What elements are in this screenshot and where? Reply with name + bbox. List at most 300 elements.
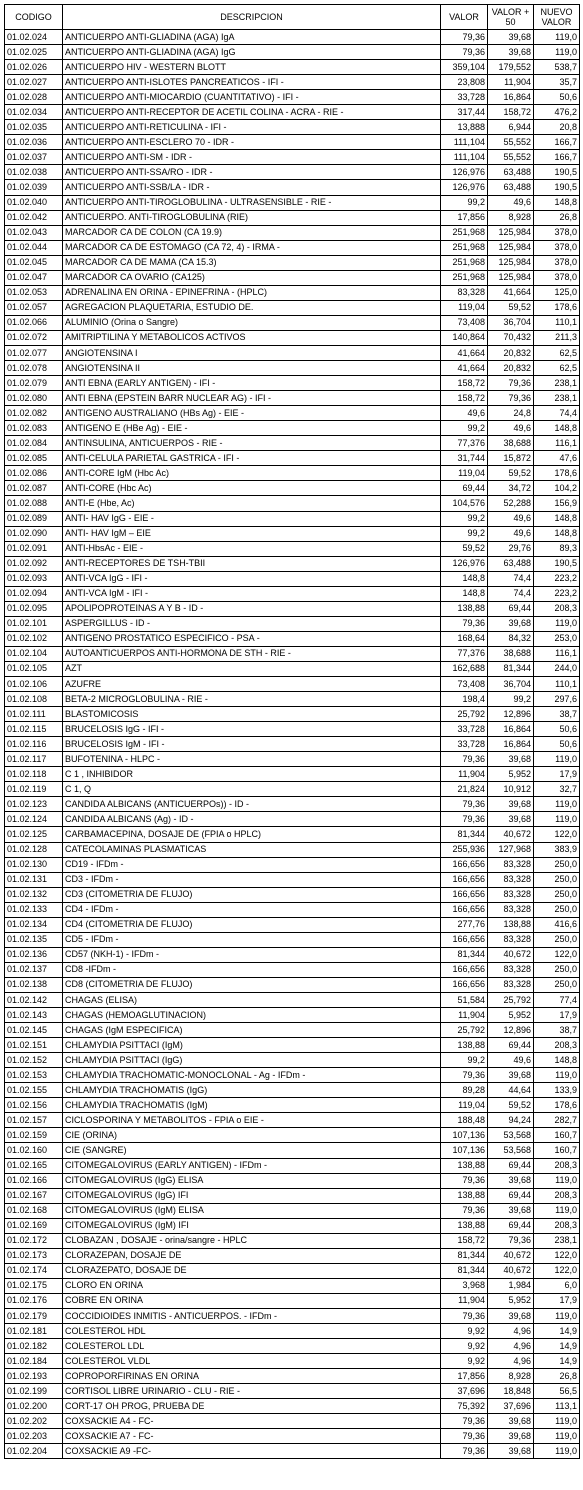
- valor-cell: 104,576: [441, 496, 488, 511]
- valor-50-cell: 79,36: [488, 376, 534, 391]
- codigo-cell: 01.02.184: [5, 1354, 63, 1369]
- descripcion-cell: CITOMEGALOVIRUS (IgG) ELISA: [63, 1173, 441, 1188]
- codigo-cell: 01.02.142: [5, 993, 63, 1008]
- descripcion-cell: BUFOTENINA - HLPC -: [63, 752, 441, 767]
- table-row: [5, 887, 580, 902]
- nuevo-valor-cell: 47,6: [534, 451, 580, 466]
- table-row: [5, 180, 580, 195]
- valor-50-cell: 125,984: [488, 270, 534, 285]
- descripcion-cell: CHLAMYDIA TRACHOMATIC-MONOCLONAL - Ag - IFDm -: [63, 1068, 441, 1083]
- nuevo-valor-cell: 32,7: [534, 782, 580, 797]
- nuevo-valor-cell: 119,0: [534, 616, 580, 631]
- valor-50-cell: 63,488: [488, 180, 534, 195]
- nuevo-valor-cell: 378,0: [534, 225, 580, 240]
- valor-50-cell: 39,68: [488, 752, 534, 767]
- table-row: [5, 1038, 580, 1053]
- valor-cell: 251,968: [441, 270, 488, 285]
- valor-50-cell: 55,552: [488, 135, 534, 150]
- table-row: [5, 105, 580, 120]
- valor-50-cell: 20,832: [488, 345, 534, 360]
- valor-cell: 83,328: [441, 285, 488, 300]
- table-row: [5, 993, 580, 1008]
- valor-cell: 79,36: [441, 1414, 488, 1429]
- valor-50-cell: 81,344: [488, 661, 534, 676]
- codigo-cell: 01.02.155: [5, 1083, 63, 1098]
- descripcion-cell: COPROPORFIRINAS EN ORINA: [63, 1369, 441, 1384]
- valor-cell: 33,728: [441, 90, 488, 105]
- descripcion-cell: ANTICUERPO ANTI-RETICULINA - IFI -: [63, 120, 441, 135]
- valor-cell: 59,52: [441, 541, 488, 556]
- table-row: [5, 932, 580, 947]
- table-row: [5, 240, 580, 255]
- codigo-cell: 01.02.156: [5, 1098, 63, 1113]
- valor-50-cell: 74,4: [488, 571, 534, 586]
- descripcion-cell: CD5 - IFDm -: [63, 932, 441, 947]
- codigo-cell: 01.02.025: [5, 45, 63, 60]
- valor-cell: 188,48: [441, 1113, 488, 1128]
- descripcion-cell: BRUCELOSIS IgM - IFI -: [63, 737, 441, 752]
- descripcion-cell: ANTICUERPO ANTI-ESCLERO 70 - IDR -: [63, 135, 441, 150]
- table-row: [5, 677, 580, 692]
- table-row: [5, 391, 580, 406]
- header-nuevo-valor: NUEVO VALOR: [534, 5, 580, 30]
- valor-50-cell: 69,44: [488, 1038, 534, 1053]
- descripcion-cell: ANGIOTENSINA I: [63, 345, 441, 360]
- nuevo-valor-cell: 250,0: [534, 887, 580, 902]
- nuevo-valor-cell: 223,2: [534, 571, 580, 586]
- nuevo-valor-cell: 74,4: [534, 406, 580, 421]
- codigo-cell: 01.02.106: [5, 677, 63, 692]
- descripcion-cell: ANTI-VCA IgG - IFI -: [63, 571, 441, 586]
- descripcion-cell: ANTI-HbsAc - EIE -: [63, 541, 441, 556]
- nuevo-valor-cell: 62,5: [534, 345, 580, 360]
- nuevo-valor-cell: 178,6: [534, 1098, 580, 1113]
- nuevo-valor-cell: 122,0: [534, 947, 580, 962]
- table-row: [5, 60, 580, 75]
- nuevo-valor-cell: 250,0: [534, 932, 580, 947]
- descripcion-cell: ANTI-RECEPTORES DE TSH-TBII: [63, 556, 441, 571]
- descripcion-cell: CHLAMYDIA PSITTACI (IgM): [63, 1038, 441, 1053]
- nuevo-valor-cell: 35,7: [534, 75, 580, 90]
- valor-cell: 126,976: [441, 556, 488, 571]
- table-row: [5, 707, 580, 722]
- descripcion-cell: ANTICUERPO ANTI-TIROGLOBULINA - ULTRASENSIBLE - RIE -: [63, 195, 441, 210]
- valor-cell: 89,28: [441, 1083, 488, 1098]
- valor-50-cell: 34,72: [488, 481, 534, 496]
- valor-50-cell: 40,672: [488, 947, 534, 962]
- codigo-cell: 01.02.108: [5, 692, 63, 707]
- table-row: [5, 947, 580, 962]
- nuevo-valor-cell: 133,9: [534, 1083, 580, 1098]
- table-row: [5, 827, 580, 842]
- valor-50-cell: 39,68: [488, 812, 534, 827]
- nuevo-valor-cell: 89,3: [534, 541, 580, 556]
- nuevo-valor-cell: 208,3: [534, 1188, 580, 1203]
- descripcion-cell: COXSACKIE A7 - FC-: [63, 1429, 441, 1444]
- valor-cell: 41,664: [441, 361, 488, 376]
- codigo-cell: 01.02.176: [5, 1293, 63, 1308]
- table-row: [5, 692, 580, 707]
- codigo-cell: 01.02.145: [5, 1023, 63, 1038]
- codigo-cell: 01.02.151: [5, 1038, 63, 1053]
- valor-50-cell: 53,568: [488, 1143, 534, 1158]
- valor-50-cell: 29,76: [488, 541, 534, 556]
- codigo-cell: 01.02.034: [5, 105, 63, 120]
- codigo-cell: 01.02.137: [5, 962, 63, 977]
- nuevo-valor-cell: 119,0: [534, 1414, 580, 1429]
- descripcion-cell: ANTICUERPO ANTI-RECEPTOR DE ACETIL COLINA - ACRA - RIE -: [63, 105, 441, 120]
- nuevo-valor-cell: 77,4: [534, 993, 580, 1008]
- table-row: [5, 255, 580, 270]
- valor-cell: 79,36: [441, 30, 488, 45]
- descripcion-cell: BRUCELOSIS IgG - IFI -: [63, 722, 441, 737]
- valor-50-cell: 74,4: [488, 586, 534, 601]
- nuevo-valor-cell: 378,0: [534, 240, 580, 255]
- valor-50-cell: 39,68: [488, 1308, 534, 1323]
- descripcion-cell: CD3 (CITOMETRIA DE FLUJO): [63, 887, 441, 902]
- valor-50-cell: 5,952: [488, 767, 534, 782]
- codigo-cell: 01.02.053: [5, 285, 63, 300]
- valor-cell: 255,936: [441, 842, 488, 857]
- codigo-cell: 01.02.090: [5, 526, 63, 541]
- descripcion-cell: CHLAMYDIA TRACHOMATIS (IgM): [63, 1098, 441, 1113]
- valor-cell: 81,344: [441, 1248, 488, 1263]
- valor-50-cell: 79,36: [488, 391, 534, 406]
- codigo-cell: 01.02.174: [5, 1263, 63, 1278]
- valor-50-cell: 63,488: [488, 165, 534, 180]
- table-row: [5, 120, 580, 135]
- valor-50-cell: 179,552: [488, 60, 534, 75]
- table-row: [5, 917, 580, 932]
- valor-cell: 111,104: [441, 150, 488, 165]
- table-row: [5, 767, 580, 782]
- table-row: [5, 1218, 580, 1233]
- valor-cell: 79,36: [441, 1308, 488, 1323]
- valor-cell: 166,656: [441, 887, 488, 902]
- valor-cell: 17,856: [441, 210, 488, 225]
- valor-cell: 73,408: [441, 315, 488, 330]
- valor-cell: 166,656: [441, 962, 488, 977]
- descripcion-cell: CD8 (CITOMETRIA DE FLUJO): [63, 977, 441, 992]
- nuevo-valor-cell: 119,0: [534, 1203, 580, 1218]
- valor-cell: 138,88: [441, 1188, 488, 1203]
- nuevo-valor-cell: 122,0: [534, 1263, 580, 1278]
- codigo-cell: 01.02.167: [5, 1188, 63, 1203]
- valor-50-cell: 25,792: [488, 993, 534, 1008]
- codigo-cell: 01.02.087: [5, 481, 63, 496]
- valor-50-cell: 16,864: [488, 737, 534, 752]
- valor-cell: 251,968: [441, 225, 488, 240]
- valor-cell: 158,72: [441, 391, 488, 406]
- codigo-cell: 01.02.039: [5, 180, 63, 195]
- codigo-cell: 01.02.168: [5, 1203, 63, 1218]
- codigo-cell: 01.02.028: [5, 90, 63, 105]
- table-row: [5, 90, 580, 105]
- nuevo-valor-cell: 166,7: [534, 150, 580, 165]
- valor-cell: 138,88: [441, 1158, 488, 1173]
- table-row: [5, 315, 580, 330]
- table-row: [5, 1429, 580, 1444]
- codigo-cell: 01.02.203: [5, 1429, 63, 1444]
- table-row: [5, 75, 580, 90]
- nuevo-valor-cell: 113,1: [534, 1399, 580, 1414]
- table-row: [5, 345, 580, 360]
- descripcion-cell: CHAGAS (ELISA): [63, 993, 441, 1008]
- valor-50-cell: 39,68: [488, 1414, 534, 1429]
- descripcion-cell: CATECOLAMINAS PLASMATICAS: [63, 842, 441, 857]
- valor-50-cell: 37,696: [488, 1399, 534, 1414]
- valor-50-cell: 39,68: [488, 1068, 534, 1083]
- table-row: [5, 812, 580, 827]
- valor-50-cell: 83,328: [488, 872, 534, 887]
- descripcion-cell: CD3 - IFDm -: [63, 872, 441, 887]
- valor-cell: 33,728: [441, 737, 488, 752]
- valor-50-cell: 39,68: [488, 1429, 534, 1444]
- table-row: [5, 1023, 580, 1038]
- nuevo-valor-cell: 110,1: [534, 677, 580, 692]
- nuevo-valor-cell: 26,8: [534, 210, 580, 225]
- descripcion-cell: CD4 (CITOMETRIA DE FLUJO): [63, 917, 441, 932]
- nuevo-valor-cell: 238,1: [534, 1233, 580, 1248]
- nuevo-valor-cell: 476,2: [534, 105, 580, 120]
- codigo-cell: 01.02.136: [5, 947, 63, 962]
- valor-cell: 31,744: [441, 451, 488, 466]
- table-row: [5, 1248, 580, 1263]
- valor-50-cell: 39,68: [488, 30, 534, 45]
- codigo-cell: 01.02.093: [5, 571, 63, 586]
- descripcion-cell: MARCADOR CA DE MAMA (CA 15.3): [63, 255, 441, 270]
- nuevo-valor-cell: 17,9: [534, 1293, 580, 1308]
- valor-50-cell: 83,328: [488, 962, 534, 977]
- descripcion-cell: ANTIGENO AUSTRALIANO (HBs Ag) - EIE -: [63, 406, 441, 421]
- nuevo-valor-cell: 119,0: [534, 1308, 580, 1323]
- codigo-cell: 01.02.123: [5, 797, 63, 812]
- nuevo-valor-cell: 178,6: [534, 300, 580, 315]
- codigo-cell: 01.02.026: [5, 60, 63, 75]
- codigo-cell: 01.02.117: [5, 752, 63, 767]
- codigo-cell: 01.02.175: [5, 1278, 63, 1293]
- valor-50-cell: 158,72: [488, 105, 534, 120]
- codigo-cell: 01.02.118: [5, 767, 63, 782]
- descripcion-cell: CANDIDA ALBICANS (Ag) - ID -: [63, 812, 441, 827]
- valor-50-cell: 59,52: [488, 300, 534, 315]
- descripcion-cell: AGREGACION PLAQUETARIA, ESTUDIO DE.: [63, 300, 441, 315]
- descripcion-cell: ANTICUERPO ANTI-GLIADINA (AGA) IgG: [63, 45, 441, 60]
- table-row: [5, 962, 580, 977]
- table-row: [5, 1278, 580, 1293]
- nuevo-valor-cell: 160,7: [534, 1128, 580, 1143]
- table-row: [5, 842, 580, 857]
- codigo-cell: 01.02.132: [5, 887, 63, 902]
- valor-50-cell: 59,52: [488, 466, 534, 481]
- valor-cell: 119,04: [441, 300, 488, 315]
- valor-50-cell: 38,688: [488, 436, 534, 451]
- table-row: [5, 1324, 580, 1339]
- valor-cell: 13,888: [441, 120, 488, 135]
- codigo-cell: 01.02.057: [5, 300, 63, 315]
- nuevo-valor-cell: 56,5: [534, 1384, 580, 1399]
- codigo-cell: 01.02.083: [5, 421, 63, 436]
- descripcion-cell: AUTOANTICUERPOS ANTI-HORMONA DE STH - RIE -: [63, 646, 441, 661]
- valor-50-cell: 4,96: [488, 1339, 534, 1354]
- valor-cell: 277,76: [441, 917, 488, 932]
- nuevo-valor-cell: 190,5: [534, 165, 580, 180]
- codigo-cell: 01.02.095: [5, 601, 63, 616]
- codigo-cell: 01.02.131: [5, 872, 63, 887]
- descripcion-cell: CARBAMACEPINA, DOSAJE DE (FPIA o HPLC): [63, 827, 441, 842]
- valor-cell: 359,104: [441, 60, 488, 75]
- table-row: [5, 616, 580, 631]
- valor-50-cell: 15,872: [488, 451, 534, 466]
- descripcion-cell: C 1 , INHIBIDOR: [63, 767, 441, 782]
- nuevo-valor-cell: 116,1: [534, 646, 580, 661]
- valor-cell: 166,656: [441, 932, 488, 947]
- valor-cell: 69,44: [441, 481, 488, 496]
- codigo-cell: 01.02.078: [5, 361, 63, 376]
- table-row: [5, 406, 580, 421]
- nuevo-valor-cell: 119,0: [534, 30, 580, 45]
- table-row: [5, 421, 580, 436]
- valor-50-cell: 5,952: [488, 1008, 534, 1023]
- nuevo-valor-cell: 6,0: [534, 1278, 580, 1293]
- valor-50-cell: 125,984: [488, 240, 534, 255]
- valor-50-cell: 44,64: [488, 1083, 534, 1098]
- nuevo-valor-cell: 62,5: [534, 361, 580, 376]
- codigo-cell: 01.02.079: [5, 376, 63, 391]
- nuevo-valor-cell: 238,1: [534, 376, 580, 391]
- codigo-cell: 01.02.086: [5, 466, 63, 481]
- codigo-cell: 01.02.173: [5, 1248, 63, 1263]
- valor-cell: 138,88: [441, 1038, 488, 1053]
- valor-cell: 99,2: [441, 1053, 488, 1068]
- valor-50-cell: 69,44: [488, 1218, 534, 1233]
- valor-50-cell: 83,328: [488, 857, 534, 872]
- descripcion-cell: COCCIDIOIDES INMITIS - ANTICUERPOS. - IFDm -: [63, 1308, 441, 1323]
- table-row: [5, 511, 580, 526]
- codigo-cell: 01.02.133: [5, 902, 63, 917]
- codigo-cell: 01.02.181: [5, 1324, 63, 1339]
- table-row: [5, 782, 580, 797]
- valor-50-cell: 63,488: [488, 556, 534, 571]
- descripcion-cell: MARCADOR CA DE COLON (CA 19.9): [63, 225, 441, 240]
- valor-cell: 51,584: [441, 993, 488, 1008]
- valor-50-cell: 127,968: [488, 842, 534, 857]
- descripcion-cell: MARCADOR CA OVARIO (CA125): [63, 270, 441, 285]
- table-row: [5, 631, 580, 646]
- descripcion-cell: CHLAMYDIA PSITTACI (IgG): [63, 1053, 441, 1068]
- nuevo-valor-cell: 383,9: [534, 842, 580, 857]
- codigo-cell: 01.02.165: [5, 1158, 63, 1173]
- codigo-cell: 01.02.138: [5, 977, 63, 992]
- table-row: [5, 556, 580, 571]
- codigo-cell: 01.02.143: [5, 1008, 63, 1023]
- table-row: [5, 496, 580, 511]
- valor-cell: 33,728: [441, 722, 488, 737]
- valor-50-cell: 4,96: [488, 1354, 534, 1369]
- valor-50-cell: 125,984: [488, 255, 534, 270]
- valor-cell: 77,376: [441, 436, 488, 451]
- valor-50-cell: 40,672: [488, 1263, 534, 1278]
- table-row: [5, 210, 580, 225]
- descripcion-cell: ANTI-VCA IgM - IFI -: [63, 586, 441, 601]
- valor-cell: 119,04: [441, 1098, 488, 1113]
- descripcion-cell: ANTICUERPO ANTI-SSB/LA - IDR -: [63, 180, 441, 195]
- valor-cell: 9,92: [441, 1339, 488, 1354]
- nuevo-valor-cell: 119,0: [534, 1068, 580, 1083]
- nuevo-valor-cell: 119,0: [534, 812, 580, 827]
- codigo-cell: 01.02.202: [5, 1414, 63, 1429]
- valor-50-cell: 11,904: [488, 75, 534, 90]
- valor-cell: 119,04: [441, 466, 488, 481]
- valor-cell: 49,6: [441, 406, 488, 421]
- valor-cell: 166,656: [441, 902, 488, 917]
- descripcion-cell: AZUFRE: [63, 677, 441, 692]
- descripcion-cell: CIE (SANGRE): [63, 1143, 441, 1158]
- table-row: [5, 1098, 580, 1113]
- descripcion-cell: AMITRIPTILINA Y METABOLICOS ACTIVOS: [63, 330, 441, 345]
- descripcion-cell: COBRE EN ORINA: [63, 1293, 441, 1308]
- table-row: [5, 361, 580, 376]
- table-row: [5, 150, 580, 165]
- descripcion-cell: CITOMEGALOVIRUS (IgM) IFI: [63, 1218, 441, 1233]
- valor-50-cell: 1,984: [488, 1278, 534, 1293]
- valor-50-cell: 69,44: [488, 1188, 534, 1203]
- valor-50-cell: 49,6: [488, 195, 534, 210]
- codigo-cell: 01.02.043: [5, 225, 63, 240]
- descripcion-cell: ANTICUERPO. ANTI-TIROGLOBULINA (RIE): [63, 210, 441, 225]
- valor-cell: 99,2: [441, 511, 488, 526]
- nuevo-valor-cell: 250,0: [534, 902, 580, 917]
- descripcion-cell: ANTI-CORE IgM (Hbc Ac): [63, 466, 441, 481]
- descripcion-cell: C 1, Q: [63, 782, 441, 797]
- descripcion-cell: ANTIGENO E (HBe Ag) - EIE -: [63, 421, 441, 436]
- nuevo-valor-cell: 119,0: [534, 1173, 580, 1188]
- codigo-cell: 01.02.152: [5, 1053, 63, 1068]
- nuevo-valor-cell: 178,6: [534, 466, 580, 481]
- nuevo-valor-cell: 378,0: [534, 255, 580, 270]
- table-row: [5, 195, 580, 210]
- valor-cell: 25,792: [441, 707, 488, 722]
- nuevo-valor-cell: 253,0: [534, 631, 580, 646]
- valor-cell: 168,64: [441, 631, 488, 646]
- descripcion-cell: COLESTEROL HDL: [63, 1324, 441, 1339]
- nuevo-valor-cell: 110,1: [534, 315, 580, 330]
- valor-50-cell: 55,552: [488, 150, 534, 165]
- descripcion-cell: ANTINSULINA, ANTICUERPOS - RIE -: [63, 436, 441, 451]
- valor-cell: 79,36: [441, 752, 488, 767]
- valor-cell: 107,136: [441, 1128, 488, 1143]
- descripcion-cell: CLORAZEPATO, DOSAJE DE: [63, 1263, 441, 1278]
- descripcion-cell: ASPERGILLUS - ID -: [63, 616, 441, 631]
- valor-cell: 140,864: [441, 330, 488, 345]
- valor-cell: 99,2: [441, 421, 488, 436]
- valor-50-cell: 20,832: [488, 361, 534, 376]
- descripcion-cell: APOLIPOPROTEINAS A Y B - ID -: [63, 601, 441, 616]
- valor-50-cell: 70,432: [488, 330, 534, 345]
- table-row: [5, 1399, 580, 1414]
- table-row: [5, 376, 580, 391]
- valor-cell: 11,904: [441, 1293, 488, 1308]
- nuevo-valor-cell: 208,3: [534, 1218, 580, 1233]
- descripcion-cell: ALUMINIO (Orina o Sangre): [63, 315, 441, 330]
- table-row: [5, 526, 580, 541]
- nuevo-valor-cell: 50,6: [534, 90, 580, 105]
- nuevo-valor-cell: 538,7: [534, 60, 580, 75]
- codigo-cell: 01.02.204: [5, 1444, 63, 1459]
- descripcion-cell: ANTICUERPO ANTI-SSA/RO - IDR -: [63, 165, 441, 180]
- descripcion-cell: ANTI- HAV IgG - EIE -: [63, 511, 441, 526]
- valor-cell: 11,904: [441, 767, 488, 782]
